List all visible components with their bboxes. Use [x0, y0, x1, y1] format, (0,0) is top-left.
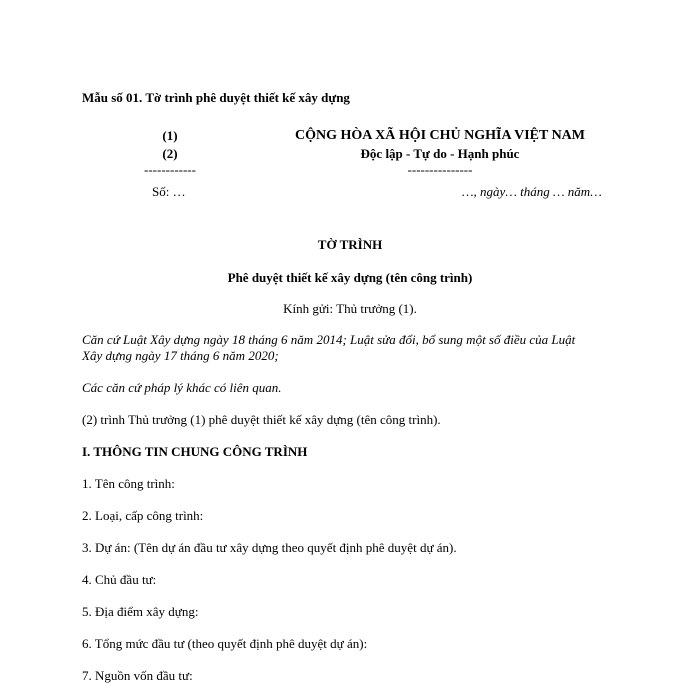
list-item: 4. Chủ đầu tư: — [82, 572, 157, 587]
legal-basis-line-1: Căn cứ Luật Xây dựng ngày 18 tháng 6 năm 2014; Luật sửa đổi, bổ sung một số điều của Luật — [82, 332, 576, 347]
left-divider: ------------ — [144, 162, 196, 177]
national-motto: Độc lập - Tự do - Hạnh phúc — [360, 146, 520, 161]
list-item: 3. Dự án: (Tên dự án đầu tư xây dựng theo quyết định phê duyệt dự án). — [82, 540, 457, 555]
agency-line-1: (1) — [162, 128, 178, 143]
section-heading: I. THÔNG TIN CHUNG CÔNG TRÌNH — [82, 444, 308, 459]
list-item: 7. Nguồn vốn đầu tư: — [82, 668, 193, 683]
agency-line-2: (2) — [162, 146, 178, 161]
right-divider: --------------- — [407, 162, 473, 177]
legal-basis-line-2: Xây dựng ngày 17 tháng 6 năm 2020; — [82, 348, 279, 363]
date-line: …, ngày… tháng … năm… — [462, 184, 602, 199]
intro-paragraph: (2) trình Thủ trưởng (1) phê duyệt thiết kế xây dựng (tên công trình). — [82, 412, 441, 427]
recipient-line: Kính gửi: Thủ trưởng (1). — [283, 301, 417, 316]
nation-name: CỘNG HÒA XÃ HỘI CHỦ NGHĨA VIỆT NAM — [294, 128, 585, 143]
list-item: 1. Tên công trình: — [82, 476, 175, 491]
document-subtitle: Phê duyệt thiết kế xây dựng (tên công trình) — [227, 270, 473, 285]
legal-basis-line-3: Các căn cứ pháp lý khác có liên quan. — [82, 380, 282, 395]
list-item: 6. Tổng mức đầu tư (theo quyết định phê duyệt dự án): — [82, 636, 368, 651]
document-title: TỜ TRÌNH — [317, 237, 383, 252]
form-label: Mẫu số 01. Tờ trình phê duyệt thiết kế xây dựng — [82, 90, 350, 105]
list-item: 2. Loại, cấp công trình: — [82, 508, 204, 523]
document-number: Số: … — [152, 184, 186, 199]
list-item: 5. Địa điểm xây dựng: — [82, 604, 199, 619]
